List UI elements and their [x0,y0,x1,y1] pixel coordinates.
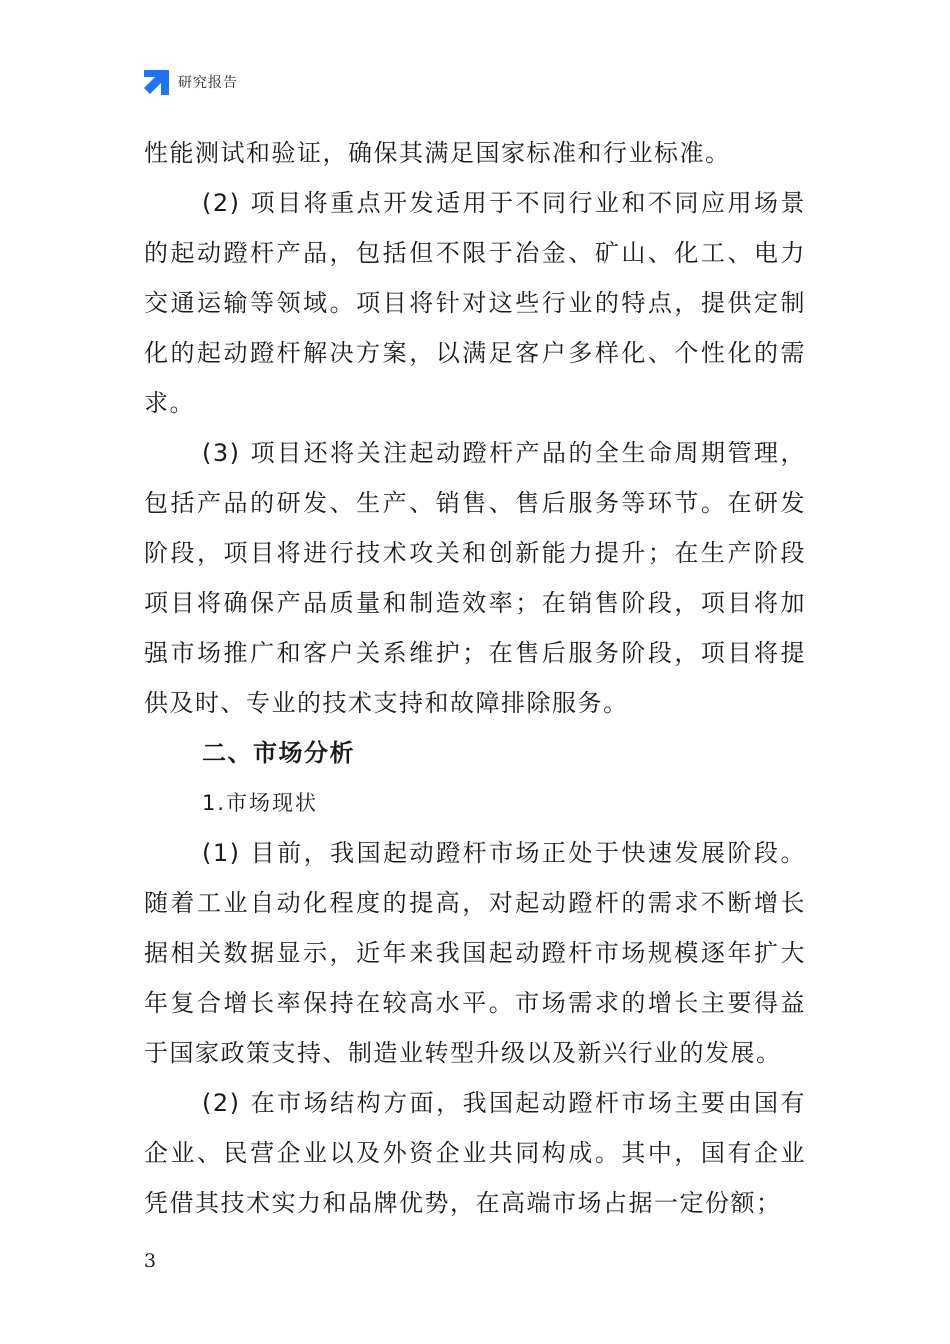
header-title: 研究报告 [178,75,238,91]
paragraph-continuation: 性能测试和验证，确保其满足国家标准和行业标准。 [144,139,731,167]
paragraph-item-2: (2) 项目将重点开发适用于不同行业和不同应用场景的起动蹬杆产品，包括但不限于冶金、矿山、化工、电力交通运输等领域。项目将针对这些行业的特点，提供定制化的起动蹬杆解决方案，以满足客户多样化、个性化的需求。 [144,189,806,417]
paragraph-item-3: (3) 项目还将关注起动蹬杆产品的全生命周期管理，包括产品的研发、生产、销售、售后服务等环节。在研发阶段，项目将进行技术攻关和创新能力提升；在生产阶段项目将确保产品质量和制造效率；在销售阶段，项目将加强市场推广和客户关系维护；在售后服务阶段，项目将提供及时、专业的技术支持和故障排除服务。 [144,439,806,717]
document-body [144,128,806,1228]
arrow-up-right-icon [144,69,170,95]
paragraph-market-2: (2) 在市场结构方面，我国起动蹬杆市场主要由国有企业、民营企业以及外资企业共同构成。其中，国有企业凭借其技术实力和品牌优势，在高端市场占据一定份额； [144,1089,806,1217]
section-heading: 二、市场分析 [202,739,355,767]
subsection-heading: 1.市场现状 [202,791,319,815]
paragraph-market-1: (1) 目前，我国起动蹬杆市场正处于快速发展阶段。随着工业自动化程度的提高，对起动蹬杆的需求不断增长据相关数据显示，近年来我国起动蹬杆市场规模逐年扩大年复合增长率保持在较高水平。市场需求的增长主要得益于国家政策支持、制造业转型升级以及新兴行业的发展。 [144,839,806,1067]
page-number: 3 [144,1250,157,1272]
report-header [144,68,238,96]
